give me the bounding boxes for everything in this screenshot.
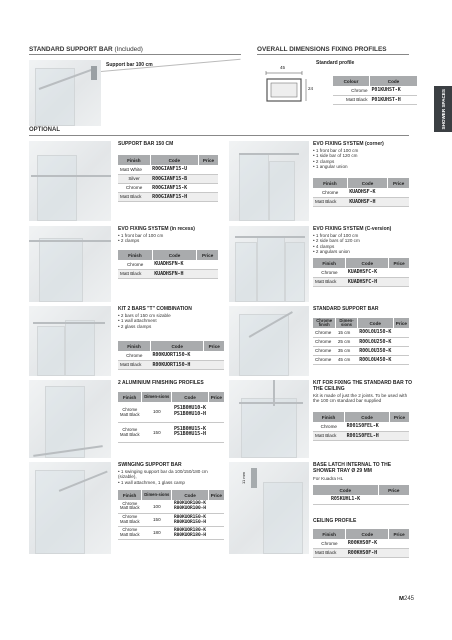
table-row <box>313 355 409 364</box>
evo-recess-photo <box>29 226 111 302</box>
support-bar-photo <box>29 60 101 126</box>
col-finish: Finish <box>313 258 346 268</box>
code-2: R00KUOR100-H <box>173 506 206 512</box>
cell-finish: Chrome <box>313 337 336 346</box>
cell-code <box>172 513 208 526</box>
cell-code: KUADHSFN-K <box>152 260 197 269</box>
evo-c-photo <box>229 226 309 302</box>
col-price: Price <box>389 412 409 422</box>
col-price: Price <box>389 529 409 539</box>
standard-profile-label: Standard profile <box>316 60 355 66</box>
optional-label: OPTIONAL <box>29 127 60 133</box>
col-colour: Colour <box>333 76 370 86</box>
cell-code: R05KUHL1-K <box>313 495 378 504</box>
cell-dimension: 35 cm <box>336 346 357 355</box>
evo-corner-title: EVO FIXING SYSTEM (corner) <box>313 141 384 147</box>
cell-code: R00GIANF15-K <box>150 183 198 192</box>
cell-finish: Chrome <box>313 355 336 364</box>
cell-code <box>172 422 208 442</box>
col-price: Price <box>204 341 224 351</box>
base-latch-table <box>313 485 409 505</box>
cell-finish <box>118 513 142 526</box>
bullet: • 4 clamps <box>313 244 360 249</box>
bullet: • 2 clamps <box>313 159 358 164</box>
cell-price <box>208 500 224 513</box>
cell-price <box>208 422 224 442</box>
support-bar-label: Support bar 100 cm <box>106 62 153 68</box>
cell-price <box>389 539 409 548</box>
cell-code: R00L0U250-K <box>359 338 392 345</box>
cell-finish: Chrome <box>313 188 347 197</box>
table-row <box>118 165 218 174</box>
table-row <box>118 192 218 201</box>
cell-price <box>208 513 224 526</box>
code-1: PS1B0HU15-K <box>173 425 206 432</box>
cell-price <box>388 197 409 206</box>
evo-c-title: EVO FIXING SYSTEM (C-version) <box>313 226 392 232</box>
col-price: Price <box>197 250 218 260</box>
table-row <box>313 548 409 557</box>
evo-recess-bullets <box>118 233 163 244</box>
cell-finish: Matt Black <box>313 431 345 440</box>
standard-support-bar-title: STANDARD SUPPORT BAR <box>313 306 379 312</box>
kit-ceiling-title: KIT FOR FIXING THE STANDARD BAR TO THE CEILING <box>313 380 412 393</box>
bullet: • 1 side bar of 120 cm <box>313 153 358 158</box>
standard-support-bar-table <box>313 318 409 365</box>
col-finish: Finish <box>118 490 142 500</box>
col-price: Price <box>198 155 218 165</box>
col-code: Code <box>150 155 198 165</box>
swinging-support-bar-photo <box>29 462 111 554</box>
cell-dimension: 100 <box>142 402 172 422</box>
cell-dimension: 25 cm <box>336 337 357 346</box>
cell-finish: Matt Black <box>313 548 346 557</box>
col-finish: Finish <box>118 392 142 402</box>
table-row <box>118 360 224 369</box>
cell-finish: Chrome <box>313 268 346 277</box>
cell-finish: Matt Black <box>118 192 150 201</box>
code-1: PS1B0HU10-K <box>173 405 206 412</box>
support-bar-150-photo <box>29 141 111 221</box>
cell-dimension: 180 <box>142 526 172 539</box>
page-number: 245 <box>403 596 414 602</box>
cell-code <box>172 526 208 539</box>
finish-1: Chrome <box>122 513 138 519</box>
code-2: PS1B0HU10-H <box>173 410 206 417</box>
finish-1: Chrome <box>122 427 138 432</box>
cell-finish: Chrome <box>118 351 150 360</box>
col-price: Price <box>378 485 409 495</box>
aluminium-profiles-title: 2 ALUMINIUM FINISHING PROFILES <box>118 380 204 386</box>
title-suffix: (Included) <box>114 46 143 53</box>
cell-finish: Matt Black <box>313 277 346 286</box>
finish-1: Chrome <box>122 406 138 412</box>
cell-dimension: 15 cm <box>336 328 357 337</box>
table-row <box>118 351 224 360</box>
table-row <box>313 328 409 337</box>
finish-2: Matt Black <box>120 531 140 537</box>
col-code: Code <box>346 258 389 268</box>
cell-price <box>204 360 224 369</box>
table-row <box>313 188 409 197</box>
bullet: • 2 bars of 150 cm sizable <box>118 313 171 318</box>
table-row <box>118 260 218 269</box>
table-row <box>118 526 224 539</box>
cell-dimension: 150 <box>142 422 172 442</box>
col-finish: Finish <box>118 341 150 351</box>
cell-finish: Chrome <box>313 346 336 355</box>
evo-recess-table <box>118 250 218 279</box>
code-2: PS1B0HU15-H <box>173 431 206 437</box>
table-row <box>313 346 409 355</box>
cell-finish: Chrome <box>118 183 150 192</box>
col-code: Code <box>150 341 203 351</box>
kit-ceiling-photo <box>229 380 309 458</box>
standard-support-bar-photo <box>229 306 309 376</box>
table-row <box>313 495 409 504</box>
col-code: Code <box>152 250 197 260</box>
col-finish: Finish <box>313 178 347 188</box>
base-latch-dimension: 11 mm <box>241 472 246 484</box>
bullet: • 1 front bar of 100 cm <box>313 233 360 238</box>
col-price: Price <box>208 392 224 402</box>
cell-price <box>208 526 224 539</box>
finish-1: Chrome <box>122 526 138 532</box>
cell-code <box>172 500 208 513</box>
col-price: Price <box>389 258 409 268</box>
cell-finish: Chrome <box>313 539 346 548</box>
table-row <box>313 197 409 206</box>
col-code: Code <box>357 318 393 328</box>
bullet: • 2 clamps <box>118 238 163 243</box>
col-dimensions: Dimen-sions <box>142 392 172 402</box>
ceiling-profile-table <box>313 529 409 558</box>
cell-price <box>389 422 409 431</box>
code-1: R00KUOR150-K <box>173 514 206 520</box>
bullet: • 2 angulars union <box>313 249 360 254</box>
table-row <box>118 402 224 422</box>
cell-finish <box>118 402 142 422</box>
cell-code: R00KUORT150-K <box>150 351 203 360</box>
cell-price <box>198 183 218 192</box>
table-row <box>333 86 417 95</box>
cell-finish: Matt Black <box>313 197 347 206</box>
col-code: Code <box>370 76 418 86</box>
table-row <box>313 268 409 277</box>
cell-code: KUADHSF-H <box>347 197 388 206</box>
side-tab-shower-spaces[interactable] <box>434 86 452 132</box>
cell-code <box>172 402 208 422</box>
table-row <box>313 422 409 431</box>
col-code: Code <box>172 392 208 402</box>
col-code: Code <box>345 412 390 422</box>
table-row <box>313 277 409 286</box>
finish-2: Matt Black <box>120 518 140 524</box>
bullet: • 1 front bar of 100 cm <box>118 233 163 238</box>
col-code: Code <box>346 529 389 539</box>
table-row <box>333 95 417 104</box>
kit-2-bars-title: KIT 2 BARS "T" COMBINATION <box>118 306 192 312</box>
evo-c-bullets <box>313 233 360 255</box>
cell-finish <box>118 526 142 539</box>
cell-code: P01KUHST-H <box>370 95 418 104</box>
cell-price <box>198 165 218 174</box>
table-row <box>118 422 224 442</box>
col-finish: Finish <box>313 529 346 539</box>
kit-ceiling-table <box>313 412 409 441</box>
cell-price <box>198 174 218 183</box>
cell-finish: Matt Black <box>333 95 370 104</box>
cell-price <box>388 188 409 197</box>
dimension-width: 45 <box>280 65 286 70</box>
cell-finish: Chrome <box>313 422 345 431</box>
cell-code: P01KUHST-K <box>370 86 418 95</box>
evo-corner-bullets <box>313 148 358 170</box>
code-1: R00KUOR180-K <box>173 527 206 533</box>
cell-price <box>389 431 409 440</box>
cell-finish: Chrome <box>118 260 152 269</box>
bullet: • 1 front bar of 100 cm <box>313 148 358 153</box>
section-title-standard-support-bar <box>29 46 143 53</box>
kit-ceiling-description: Kit is made of just the 2 joints. To be used with the 100 cm standard bar supplied <box>313 393 408 404</box>
cell-code: KUADHSFN-H <box>152 269 197 278</box>
cell-finish: Chrome <box>313 328 336 337</box>
title-text: STANDARD SUPPORT BAR <box>29 46 113 53</box>
cell-dimension: 150 <box>142 513 172 526</box>
table-row <box>313 431 409 440</box>
cell-price <box>393 328 409 337</box>
table-row <box>118 183 218 192</box>
table-row <box>313 539 409 548</box>
cell-code: KUADHSFC-H <box>346 277 389 286</box>
cell-dimension: 100 <box>142 500 172 513</box>
bullet: • 1 wall attachment <box>118 318 171 323</box>
bullet: • 1 angular union <box>313 164 358 169</box>
aluminium-profiles-table <box>118 392 224 443</box>
cell-dimension: 45 cm <box>336 355 357 364</box>
evo-recess-title: EVO FIXING SYSTEM (in recess) <box>118 226 195 232</box>
finish-1: Chrome <box>122 500 138 506</box>
cell-price <box>197 260 218 269</box>
cell-code: KUADHSFC-K <box>346 268 389 277</box>
evo-corner-photo <box>229 141 309 221</box>
support-bar-150-table <box>118 155 218 202</box>
cell-code: R00GIANF15-B <box>150 174 198 183</box>
finish-2: Matt Black <box>120 505 140 511</box>
brand-logo-icon: ᴍ <box>398 595 404 602</box>
cell-finish: Matt Black <box>118 360 150 369</box>
base-latch-title: BASE LATCH INTERNAL TO THE SHOWER TRAY Ø 29 MM <box>313 462 392 475</box>
bullet: • 1 wall attachmen, 1 glass camp <box>118 480 222 485</box>
swinging-support-bar-table <box>118 490 224 540</box>
table-row <box>118 174 218 183</box>
cell-code: R001S0FEL-H <box>345 431 390 440</box>
section-title-dimensions: OVERALL DIMENSIONS FIXING PROFILES <box>257 46 387 53</box>
profile-table <box>333 76 417 105</box>
kit-2-bars-photo <box>29 306 111 376</box>
col-price: Price <box>388 178 409 188</box>
col-code: Code <box>313 485 378 495</box>
cell-finish <box>118 422 142 442</box>
col-finish: Finish <box>313 412 345 422</box>
profile-dimension-diagram <box>262 64 312 112</box>
cell-price <box>393 337 409 346</box>
finish-2: Matt Black <box>120 411 140 417</box>
cell-finish: Matt White <box>118 165 150 174</box>
finish-2: Matt Black <box>120 432 140 437</box>
col-price: Price <box>208 490 224 500</box>
ceiling-profile-title: CEILING PROFILE <box>313 518 357 524</box>
aluminium-profiles-photo <box>29 380 111 458</box>
col-price: Price <box>393 318 409 328</box>
code-2: R00KUOR180-H <box>173 532 206 538</box>
bullet: • 2 side bars of 120 cm <box>313 238 360 243</box>
code-2: R00KUOR150-H <box>173 519 206 525</box>
col-code: Code <box>347 178 388 188</box>
cell-price <box>197 269 218 278</box>
cell-price <box>198 192 218 201</box>
swinging-support-bar-title: SWINGING SUPPORT BAR <box>118 462 182 468</box>
cell-finish: Chrome <box>333 86 370 95</box>
table-row <box>118 513 224 526</box>
divider <box>29 135 409 136</box>
cell-code: R00L0U450-K <box>359 356 392 363</box>
dimension-height: 24 <box>308 86 314 91</box>
col-code: Code <box>172 490 208 500</box>
col-finish: Finish <box>118 155 150 165</box>
base-latch-ceiling-profile-photo <box>229 462 309 554</box>
cell-price <box>389 548 409 557</box>
cell-price <box>378 495 409 504</box>
support-bar-150-title: SUPPORT BAR 150 CM <box>118 141 174 147</box>
bullet: • 2 glass clamps <box>118 324 171 329</box>
cell-code: R00KUORT150-H <box>150 360 203 369</box>
table-row <box>118 269 218 278</box>
col-dimensions: Dimen-sions <box>142 490 172 500</box>
cell-code: R00L0U350-K <box>359 347 392 354</box>
divider <box>257 54 409 55</box>
cell-price <box>208 402 224 422</box>
cell-price <box>389 277 409 286</box>
cell-price <box>393 355 409 364</box>
col-finish: Finish <box>118 250 152 260</box>
cell-code: KUADHSF-K <box>347 188 388 197</box>
cell-finish <box>118 500 142 513</box>
evo-corner-table <box>313 178 409 207</box>
table-row <box>313 337 409 346</box>
cell-code: R00GIANF15-H <box>150 192 198 201</box>
bullet: • 1 swinging support bar da 100/150/180 cm (sizable), <box>118 469 222 480</box>
cell-code: R00L0U150-K <box>359 329 392 336</box>
divider <box>29 54 241 55</box>
side-tab-label: SHOWER SPACES <box>440 88 446 130</box>
kit-2-bars-bullets <box>118 313 171 329</box>
col-dimensions: Dimen-sions <box>336 318 357 328</box>
evo-c-table <box>313 258 409 287</box>
cell-code: R00KHS0F-K <box>346 539 389 548</box>
cell-price <box>204 351 224 360</box>
swinging-support-bar-bullets <box>118 469 222 485</box>
cell-code: R00KHS0F-H <box>346 548 389 557</box>
table-row <box>118 500 224 513</box>
cell-price <box>389 268 409 277</box>
cell-finish: Silver <box>118 174 150 183</box>
col-finish: Chrome finish <box>313 318 336 328</box>
kit-2-bars-table <box>118 341 224 370</box>
base-latch-description: For Kuadra HL <box>313 476 344 481</box>
cell-code: R001S0FEL-K <box>345 422 390 431</box>
cell-code: R00GIANF15-U <box>150 165 198 174</box>
cell-price <box>393 346 409 355</box>
code-1: R00KUOR100-K <box>173 501 206 507</box>
cell-finish: Matt Black <box>118 269 152 278</box>
